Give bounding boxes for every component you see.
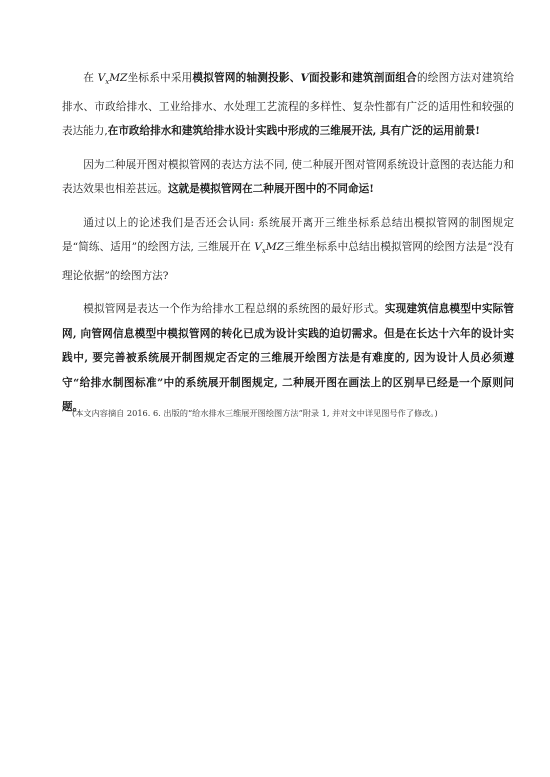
document-body [62, 66, 514, 429]
paragraph-3: 通过以上的论述我们是否还会认同: 系统展开离开三维坐标系总结出模拟管网的制图规定是“简练、适用”的绘图方法, 三维展开在 $V_xMZ$三维坐标系中总结出模拟管网的绘图方法是“没有理论依据”的绘图方法? [62, 216, 514, 282]
source-note: (本文内容摘自 2016. 6. 出版的“给水排水三维展开图绘图方法”附录 1, 并对文中详见图号作了修改。) [72, 408, 438, 418]
paragraph-2: 因为二种展开图对模拟管网的表达方法不同, 使二种展开图对管网系统设计意图的表达能力和表达效果也相差甚远。这就是模拟管网在二种展开图中的不同命运! [62, 158, 514, 196]
paragraph-1: 在 $V_xMZ$坐标系中采用模拟管网的轴测投影、V面投影和建筑剖面组合的绘图方法对建筑给排水、市政给排水、工业给排水、水处理工艺流程的多样性、复杂性都有广泛的适用性和较强的表达能力,在市政给排水和建筑给排水设计实践中形成的三维展开法, 具有广泛的运用前景! [62, 72, 515, 138]
paragraph-4: 模拟管网是表达一个作为给排水工程总纲的系统图的最好形式。实现建筑信息模型中实际管网, 向管网信息模型中模拟管网的转化已成为设计实践的迫切需求。但是在长达十六年的设计实践中, 要完善被系统展开制图规定否定的三维展开绘图方法是有难度的, 因为设计人员必须遵守“给排水制图标准”中的系统展开制图规定, 二种展开图在画法上的区别早已经是一个原则问题。 [62, 303, 515, 414]
